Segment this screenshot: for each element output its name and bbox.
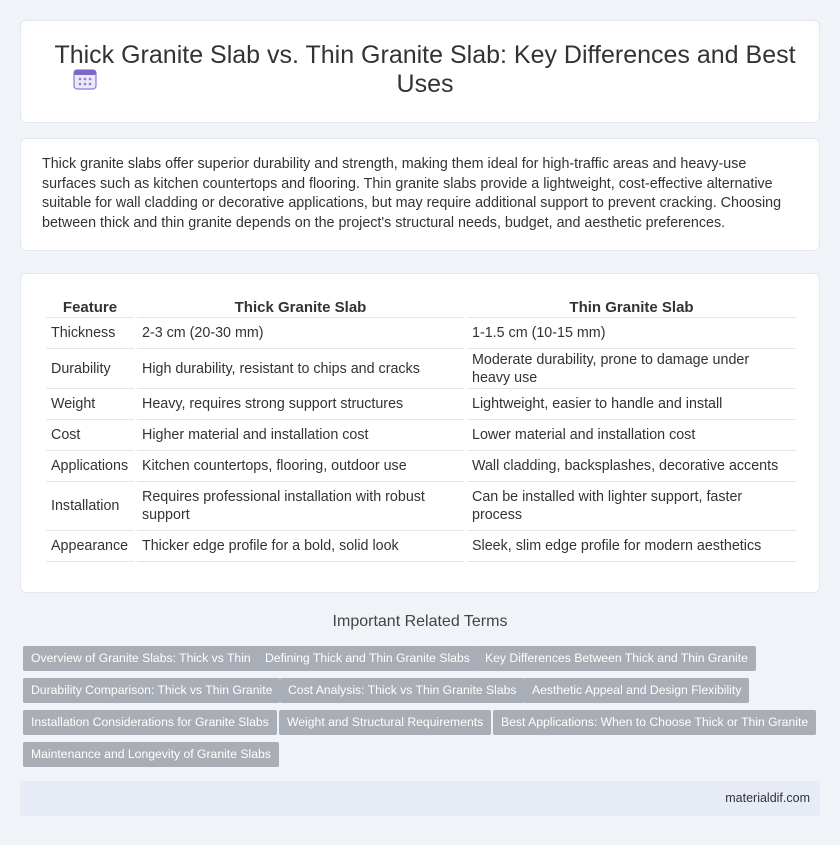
related-term-tag[interactable]: Cost Analysis: Thick vs Thin Granite Slabs — [280, 678, 525, 703]
summary-text: Thick granite slabs offer superior durability and strength, making them ideal for high-traffic areas and heavy-use surfaces such as kitchen countertops and flooring. Thin granite slabs provide a lightweight, cost-effective alternative suitable for wall cladding or decorative applications, but may require additional support to prevent cracking. Choosing between thick and thin granite depends on the project's structural needs, budget, and aesthetic preferences. — [42, 156, 782, 231]
table-row — [46, 451, 796, 482]
thick-cell: High durability, resistant to chips and cracks — [137, 349, 464, 389]
table-row — [46, 482, 796, 531]
table-row — [46, 318, 796, 349]
thin-cell: Wall cladding, backsplashes, decorative accents — [467, 451, 796, 482]
thin-cell: Lightweight, easier to handle and install — [467, 389, 796, 420]
thick-cell: Kitchen countertops, flooring, outdoor use — [137, 451, 464, 482]
table-row — [46, 349, 796, 389]
related-terms-heading: Important Related Terms — [332, 613, 508, 630]
feature-cell: Cost — [46, 420, 134, 451]
feature-cell: Durability — [46, 349, 134, 389]
related-term-tag[interactable]: Maintenance and Longevity of Granite Slabs — [23, 742, 279, 767]
table-row — [46, 420, 796, 451]
column-header-thin: Thin Granite Slab — [467, 294, 796, 318]
related-term-tag[interactable]: Defining Thick and Thin Granite Slabs — [257, 646, 478, 671]
comparison-table-card — [20, 273, 820, 593]
thick-cell: Thicker edge profile for a bold, solid look — [137, 531, 464, 562]
column-header-feature: Feature — [46, 294, 134, 318]
feature-cell: Thickness — [46, 318, 134, 349]
thin-cell: Sleek, slim edge profile for modern aesthetics — [467, 531, 796, 562]
thick-cell: Requires professional installation with robust support — [137, 482, 464, 531]
related-term-tag[interactable]: Key Differences Between Thick and Thin Granite — [477, 646, 756, 671]
thin-cell: 1-1.5 cm (10-15 mm) — [467, 318, 796, 349]
related-term-tag[interactable]: Overview of Granite Slabs: Thick vs Thin — [23, 646, 259, 671]
thick-cell: Higher material and installation cost — [137, 420, 464, 451]
related-term-tag[interactable]: Aesthetic Appeal and Design Flexibility — [524, 678, 749, 703]
footer — [20, 781, 820, 816]
thick-cell: 2-3 cm (20-30 mm) — [137, 318, 464, 349]
table-row — [46, 389, 796, 420]
thick-cell: Heavy, requires strong support structures — [137, 389, 464, 420]
feature-cell: Applications — [46, 451, 134, 482]
related-term-tag[interactable]: Weight and Structural Requirements — [279, 710, 491, 735]
feature-cell: Appearance — [46, 531, 134, 562]
feature-cell: Weight — [46, 389, 134, 420]
comparison-table — [43, 294, 799, 562]
footer-site-link[interactable]: materialdif.com — [725, 791, 810, 805]
related-term-tag[interactable]: Durability Comparison: Thick vs Thin Granite — [23, 678, 280, 703]
feature-cell: Installation — [46, 482, 134, 531]
related-term-tag[interactable]: Best Applications: When to Choose Thick or Thin Granite — [493, 710, 816, 735]
thin-cell: Moderate durability, prone to damage under heavy use — [467, 349, 796, 389]
table-row — [46, 531, 796, 562]
thin-cell: Lower material and installation cost — [467, 420, 796, 451]
table-header-row — [46, 294, 796, 318]
column-header-thick: Thick Granite Slab — [137, 294, 464, 318]
related-term-tag[interactable]: Installation Considerations for Granite Slabs — [23, 710, 277, 735]
thin-cell: Can be installed with lighter support, faster process — [467, 482, 796, 531]
page-title: Thick Granite Slab vs. Thin Granite Slab: Key Differences and Best Uses — [54, 41, 796, 98]
summary-card — [20, 138, 820, 251]
header-card — [20, 20, 820, 123]
